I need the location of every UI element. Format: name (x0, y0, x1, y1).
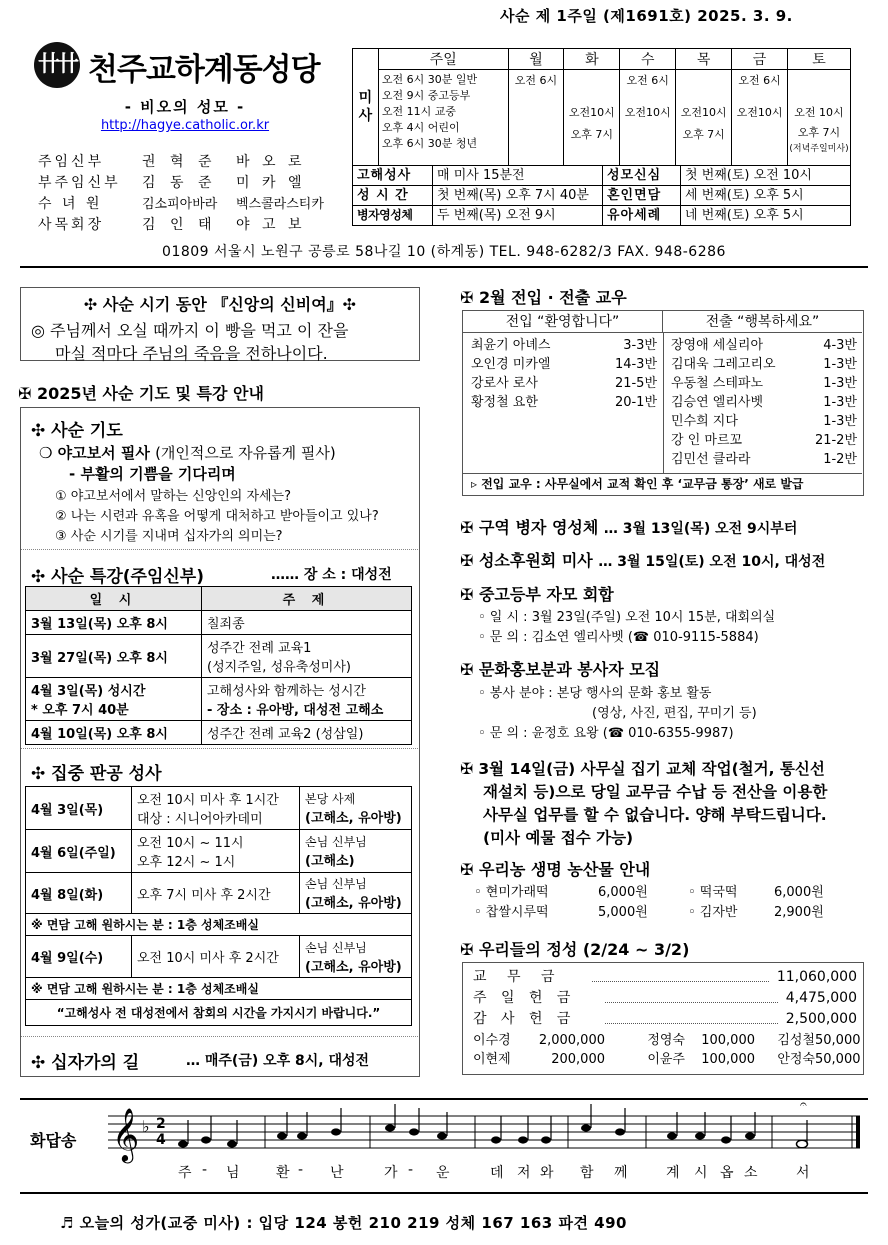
notice-sick-communion: ✠ 구역 병자 영성체 … 3월 13일(목) 오전 9시부터 (460, 518, 798, 537)
transfer-out-header: 전출 “행복하세요” (663, 311, 862, 333)
clergy-row: 수 녀 원 김소피아바라 벡스콜라스티카 (38, 195, 324, 212)
mass-label: 미사 (353, 49, 379, 166)
wednesday-mass-times: 오전 6시 오전10시 (620, 70, 676, 166)
list-item: 김승연 엘리사벳 1-3반 (671, 395, 857, 410)
confession-table (25, 786, 412, 1026)
faith-mystery-box (20, 287, 420, 361)
offering-totals (473, 967, 857, 1030)
svg-text:𝄐: 𝄐 (800, 1098, 807, 1111)
list-item: 오인경 미카엘 14-3반 (471, 357, 657, 372)
svg-text:2: 2 (156, 1116, 166, 1132)
transfer-title: ✠ 2월 전입 · 전출 교우 (460, 288, 627, 307)
svg-text:4: 4 (156, 1132, 166, 1148)
parish-emblem-icon: 卄卄 (34, 42, 80, 88)
sacrament-row: 병자영성체 두 번째(목) 오전 9시 유아세례 네 번째(토) 오후 5시 (353, 206, 851, 226)
prayer-question: ③ 사순 시기를 지내며 십자가의 의미는? (55, 529, 283, 544)
offering-title: ✠ 우리들의 정성 (2/24 ~ 3/2) (460, 940, 690, 959)
header-divider (20, 266, 868, 268)
transfer-in-list (471, 336, 657, 412)
donor-list: 이수경 2,000,000 정영숙 100,000 김성철 50,000 이현제 200,000 이윤주 100,000 안정숙 50,000 (473, 1033, 861, 1067)
monday-mass-times: 오전 6시 (508, 70, 564, 166)
clergy-row: 주임신부 권 혁 준 바 오 로 (38, 153, 306, 170)
saturday-mass-times: 오전 10시 오후 7시 (저녁주일미사) (787, 70, 850, 166)
clergy-row: 사목회장 김 인 태 야 고 보 (38, 216, 306, 233)
transfer-out-list (671, 336, 857, 469)
friday-mass-times: 오전 6시 오전10시 (732, 70, 788, 166)
clergy-row: 부주임신부 김 동 준 미 카 엘 (38, 174, 306, 191)
svg-text:♭: ♭ (142, 1117, 150, 1136)
thursday-mass-times: 오전10시 오후 7시 (676, 70, 732, 166)
prayer-theme: - 부활의 기쁨을 기다리며 (69, 465, 236, 483)
section-divider (21, 549, 418, 550)
list-item: 우동철 스테파노 1-3반 (671, 376, 857, 391)
lent-guide-box (20, 407, 420, 1077)
confession-note: ※ 면담 고해 원하시는 분 : 1층 성체조배실 (26, 978, 412, 1000)
parish-website-link[interactable]: http://hagye.catholic.or.kr (100, 118, 270, 133)
lecture-row: 4월 10일(목) 오후 8시 성주간 전례 교육2 (성삼일) (26, 721, 412, 745)
sacrament-row: 성 시 간 첫 번째(목) 오후 7시 40분 혼인면담 세 번째(토) 오후 5시 (353, 186, 851, 206)
confession-footer: “고해성사 전 대성전에서 참회의 시간을 가지시기 바랍니다.” (26, 1000, 412, 1026)
notice-youth-mothers-contact: ◦ 문 의 : 김소연 엘리사벳 (☎ 010-9115-5884) (478, 630, 759, 645)
lecture-place: …… 장 소 : 대성전 (271, 567, 392, 583)
produce-title: ✠ 우리농 생명 농산물 안내 (460, 860, 651, 879)
list-item: 장영애 세실리아 4-3반 (671, 338, 857, 353)
svg-text:𝄞: 𝄞 (112, 1107, 140, 1161)
confession-note: ※ 면담 고해 원하시는 분 : 1층 성체조배실 (26, 914, 412, 936)
list-item: 강 인 마르꼬 21-2반 (671, 433, 857, 448)
parish-patron: - 비오의 성모 - (124, 98, 246, 116)
prayer-questions (55, 487, 379, 547)
parish-name: 천주교하계동성당 (88, 52, 320, 88)
notice-volunteer-contact: ◦ 문 의 : 윤정호 요왕 (☎ 010-6355-9987) (478, 726, 734, 741)
notice-office-closure: ✠ 3월 14일(금) 사무실 집기 교체 작업(철거, 통신선 재설치 등)으로 당일 교무금 수납 등 전산을 이용한 사무실 업무를 할 수 없습니다. 양해 부탁드립니다. (미사 예물 접수 가능) (460, 760, 828, 847)
notice-youth-mothers-time: ◦ 일 시 : 3월 23일(주일) 오전 10시 15분, 대회의실 (478, 610, 776, 625)
confession-row: 4월 3일(목) 오전 10시 미사 후 1시간 대상 : 시니어아카데미 본당 사제 (고해소, 유아방) (26, 787, 412, 830)
todays-hymns: ♬ 오늘의 성가(교중 미사) : 입당 124 봉헌 210 219 성체 167 163 파견 490 (60, 1214, 627, 1232)
prayer-question: ② 나는 시련과 유혹을 어떻게 대처하고 받아들이고 있나? (55, 509, 379, 524)
confession-row: 4월 6일(주일) 오전 10시 ~ 11시 오후 12시 ~ 1시 손님 신부님 (고해소) (26, 830, 412, 873)
transfer-in-header: 전입 “환영합니다” (463, 311, 663, 333)
notice-volunteer-detail: (영상, 사진, 편집, 꾸미기 등) (592, 706, 757, 721)
faith-mystery-title: ✣ 사순 시기 동안 『신앙의 신비여』✣ (83, 295, 357, 314)
confession-title: ✣ 집중 판공 성사 (31, 764, 162, 784)
way-of-cross-title: ✣ 십자가의 길 (31, 1053, 140, 1073)
faith-mystery-text: 마실 적마다 주님의 죽음을 전하나이다. (55, 344, 328, 363)
produce-list: ◦ 현미가래떡 6,000원 ◦ 떡국떡 6,000원 ◦ 찹쌀시루떡 5,000원 ◦ 김자반 2,900원 (474, 885, 824, 920)
lecture-table: 일 시 주 제 3월 13일(목) 오후 8시 칠죄종 3월 27일(목) 오후 8시 성주간 전례 교육1 (성지주일, 성유축성미사) 4월 3일(목) 성시간 * 오후 7시 40분 고해성사와 함께하는 성시간 - 장소 : 유아방, 대성전 고해소 4월 10일(목) 오후 8시 성주간 전례 교육2 (성삼일) (25, 586, 412, 745)
bulletin-issue-date: 사순 제 1주일 (제1691호) 2025. 3. 9. (500, 7, 793, 25)
offering-box (462, 962, 864, 1075)
confession-row: 4월 9일(수) 오전 10시 미사 후 2시간 손님 신부님 (고해소, 유아방) (26, 936, 412, 978)
parish-address: 01809 서울시 노원구 공릉로 58나길 10 (하계동) TEL. 948-6282/3 FAX. 948-6286 (162, 244, 726, 260)
notice-volunteer-field: ◦ 봉사 분야 : 본당 행사의 문화 홍보 활동 (478, 686, 712, 701)
lent-guide-title: ✠ 2025년 사순 기도 및 특강 안내 (18, 384, 264, 403)
notice-volunteer-recruit: ✠ 문화홍보분과 봉사자 모집 (460, 660, 661, 679)
confession-row: 4월 8일(화) 오후 7시 미사 후 2시간 손님 신부님 (고해소, 유아방) (26, 873, 412, 914)
offering-row: 교 무 금 11,060,000 (473, 969, 857, 985)
sacrament-row: 고해성사 매 미사 15분전 성모신심 첫 번째(토) 오전 10시 (353, 166, 851, 186)
sunday-mass-times: 오전 6시 30분 일반 오전 9시 중고등부 오전 11시 교중 오후 4시 어린이 오후 6시 30분 청년 (378, 70, 508, 166)
lecture-row: 3월 27일(목) 오후 8시 성주간 전례 교육1 (성지주일, 성유축성미사) (26, 635, 412, 678)
sacraments-info-table (352, 165, 851, 226)
notice-youth-mothers: ✠ 중고등부 자모 회합 (460, 585, 614, 604)
transfer-note: ▹ 전입 교우 : 사무실에서 교적 확인 후 ‘교무금 통장’ 새로 발급 (463, 473, 862, 494)
lecture-row: 4월 3일(목) 성시간 * 오후 7시 40분 고해성사와 함께하는 성시간 - 장소 : 유아방, 대성전 고해소 (26, 678, 412, 721)
psalm-lyrics: 주 - 님 환 - 난 가 - 운 데 저 와 함 께 계 시 옵 소 서 (178, 1162, 810, 1181)
parish-logo (34, 40, 334, 90)
clergy-list (38, 150, 328, 234)
notice-vocation-mass: ✠ 성소후원회 미사 … 3월 15일(토) 오전 10시, 대성전 (460, 551, 826, 570)
lecture-row: 3월 13일(목) 오후 8시 칠죄종 (26, 611, 412, 635)
lent-prayer-title: ✣ 사순 기도 (31, 421, 123, 441)
offering-row: 감 사 헌 금 2,500,000 (473, 1011, 857, 1027)
list-item: 황정철 요한 20-1반 (471, 395, 657, 410)
mass-schedule-table: 미사 주일 월 화 수 목 금 토 오전 6시 30분 일반 오전 9시 중고등부 오전 11시 교중 오후 4시 어린이 오후 6시 30분 청년 오전 6시 오전10시 오후 7시 오전 6시 오전10시 오전10시 오후 7시 오전 6시 오전10시 오전 10시 오후 7시 (저녁주일미사) (352, 48, 851, 166)
faith-mystery-text: ◎ 주님께서 오실 때까지 이 빵을 먹고 이 잔을 (31, 321, 349, 340)
transfer-box (462, 310, 864, 496)
list-item: 민수희 지다 1-3반 (671, 414, 857, 429)
way-of-cross-time: … 매주(금) 오후 8시, 대성전 (186, 1053, 370, 1069)
james-transcription: ❍ 야고보서 필사 (개인적으로 자유롭게 필사) (39, 444, 336, 462)
lecture-title: ✣ 사순 특강(주임신부) (31, 567, 204, 587)
list-item: 강로사 로사 21-5반 (471, 376, 657, 391)
prayer-question: ① 야고보서에서 말하는 신앙인의 자세는? (55, 489, 292, 504)
offering-row: 주 일 헌 금 4,475,000 (473, 990, 857, 1006)
list-item: 김대욱 그레고리오 1-3반 (671, 357, 857, 372)
psalm-label: 화답송 (30, 1131, 77, 1150)
section-divider (21, 1036, 418, 1037)
tuesday-mass-times: 오전10시 오후 7시 (564, 70, 620, 166)
list-item: 최윤기 아녜스 3-3반 (471, 338, 657, 353)
list-item: 김민선 클라라 1-2반 (671, 452, 857, 467)
responsorial-psalm (20, 1098, 868, 1194)
section-divider (21, 748, 418, 749)
